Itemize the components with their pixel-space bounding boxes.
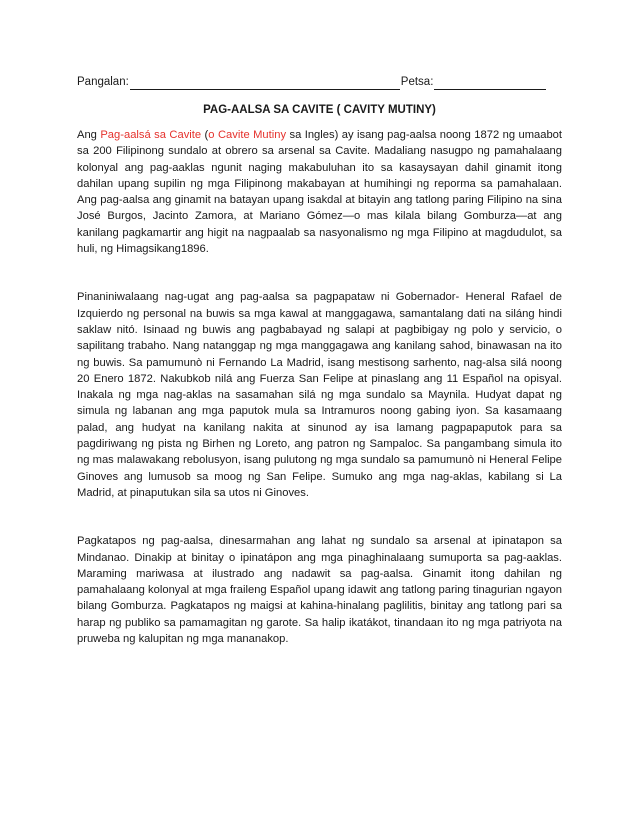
date-label: Petsa: <box>400 76 434 88</box>
document-page <box>77 70 562 647</box>
paragraph-1-lead: Ang <box>77 129 101 141</box>
paragraph-3: Pagkatapos ng pag-aalsa, dinesarmahan ang lahat ng sundalo sa arsenal at ipinatapon sa Mindanao. Dinakip at binitay o ipinatápon ang mga pinaghinalaang sumuporta sa pag-aaklas. Maraming mariwasa at ilustrado ang nadawit sa pag-aalsa. Ginamit itong dahilan ng pamahalaang kolonyal at mga fraileng Español upang idawit ang tatlong paring tinagurian ngayon bilang Gomburza. Pagkatapos ng maigsi at kahina-hinalang paglilitis, binitay ang tatlong pari sa harap ng publiko sa pamamagitan ng garote. Sa halip ikatákot, tinandaan ito ng mga patriyota na pruweba ng kalupitan ng mga mananakop. <box>77 535 562 646</box>
paragraph-1 <box>77 127 562 257</box>
date-blank-line[interactable] <box>434 77 546 90</box>
document-title: PAG-AALSA SA CAVITE ( CAVITY MUTINY) <box>203 104 436 116</box>
name-blank-line[interactable] <box>130 77 400 90</box>
term-cavite-mutiny: o Cavite Mutiny <box>208 129 287 141</box>
term-pag-aalsa: Pag-aalsá sa Cavite <box>100 129 202 141</box>
paragraph-1-rest: sa Ingles) ay isang pag-aalsa noong 1872 ng umaabot sa 200 Filipinong sundalo at obrero sa arsenal sa Cavite. Madaliang nasugpo ng pamahalaang kolonyal ang pag-aaklas ngunit naging makabuluhan ito sa kasaysayan dahil ginamit itong dahilan upang supilin ng mga Filipinong makabayan at humihingi ng reporma sa pamahalaan. Ang pag-aalsa ang ginamit na batayan upang isakdal at bitayin ang tatlong paring Filipino na sina José Burgos, Jacinto Zamora, at Mariano Gómez—o mas kilala bilang Gomburza—at ang kanilang pagkamartir ang higit na nagpaalab sa nasyonalismo ng mga Filipino at magdudulot, sa huli, ng Himagsikang1896. <box>77 129 563 256</box>
paragraph-1-sep: ( <box>201 129 209 141</box>
paragraph-2: Pinaniniwalaang nag-ugat ang pag-aalsa sa pagpapataw ni Gobernador- Heneral Rafael de Izquierdo ng personal na buwis sa mga kawal at manggagawa, samantalang dati na siláng hindi saklaw nitó. Isinaad ng buwis ang pagbabayad ng salapi at pagbibigay ng polo y servicio, o sapilitang trabaho. Nang natanggap ng mga manggagawa ang kanilang sahod, binawasan na ito ng buwis. Sa pamumunò ni Fernando La Madrid, isang mestisong sarhento, nag-alsa silá noong 20 Enero 1872. Nakubkob nilá ang Fuerza San Felipe at pinaslang ang 11 Español na opisyal. Inakala ng mga nag-aklas na sasamahan silá ng mga sundalo sa Maynila. Hudyat dapat ng simula ng labanan ang mga paputok mula sa Intramuros noong gabing iyon. Sa kasamaang palad, ang hudyat na kanilang nakita at sinunod ay isa lamang pagpapaputok para sa pagdiriwang ng pista ng Birhen ng Loreto, ang patron ng Sampaloc. Sa pangambang simula ito ng mas malawakang rebolusyon, isang pulutong ng mga sundalo sa pamumunò ni Heneral Felipe Ginoves ang lumusob sa moog ng San Felipe. Sumuko ang mga nag-aklas, kabilang si La Madrid, at pinaputukan sila sa utos ni Ginoves. <box>77 291 562 499</box>
header-fields <box>77 70 562 90</box>
name-label: Pangalan: <box>77 76 129 88</box>
